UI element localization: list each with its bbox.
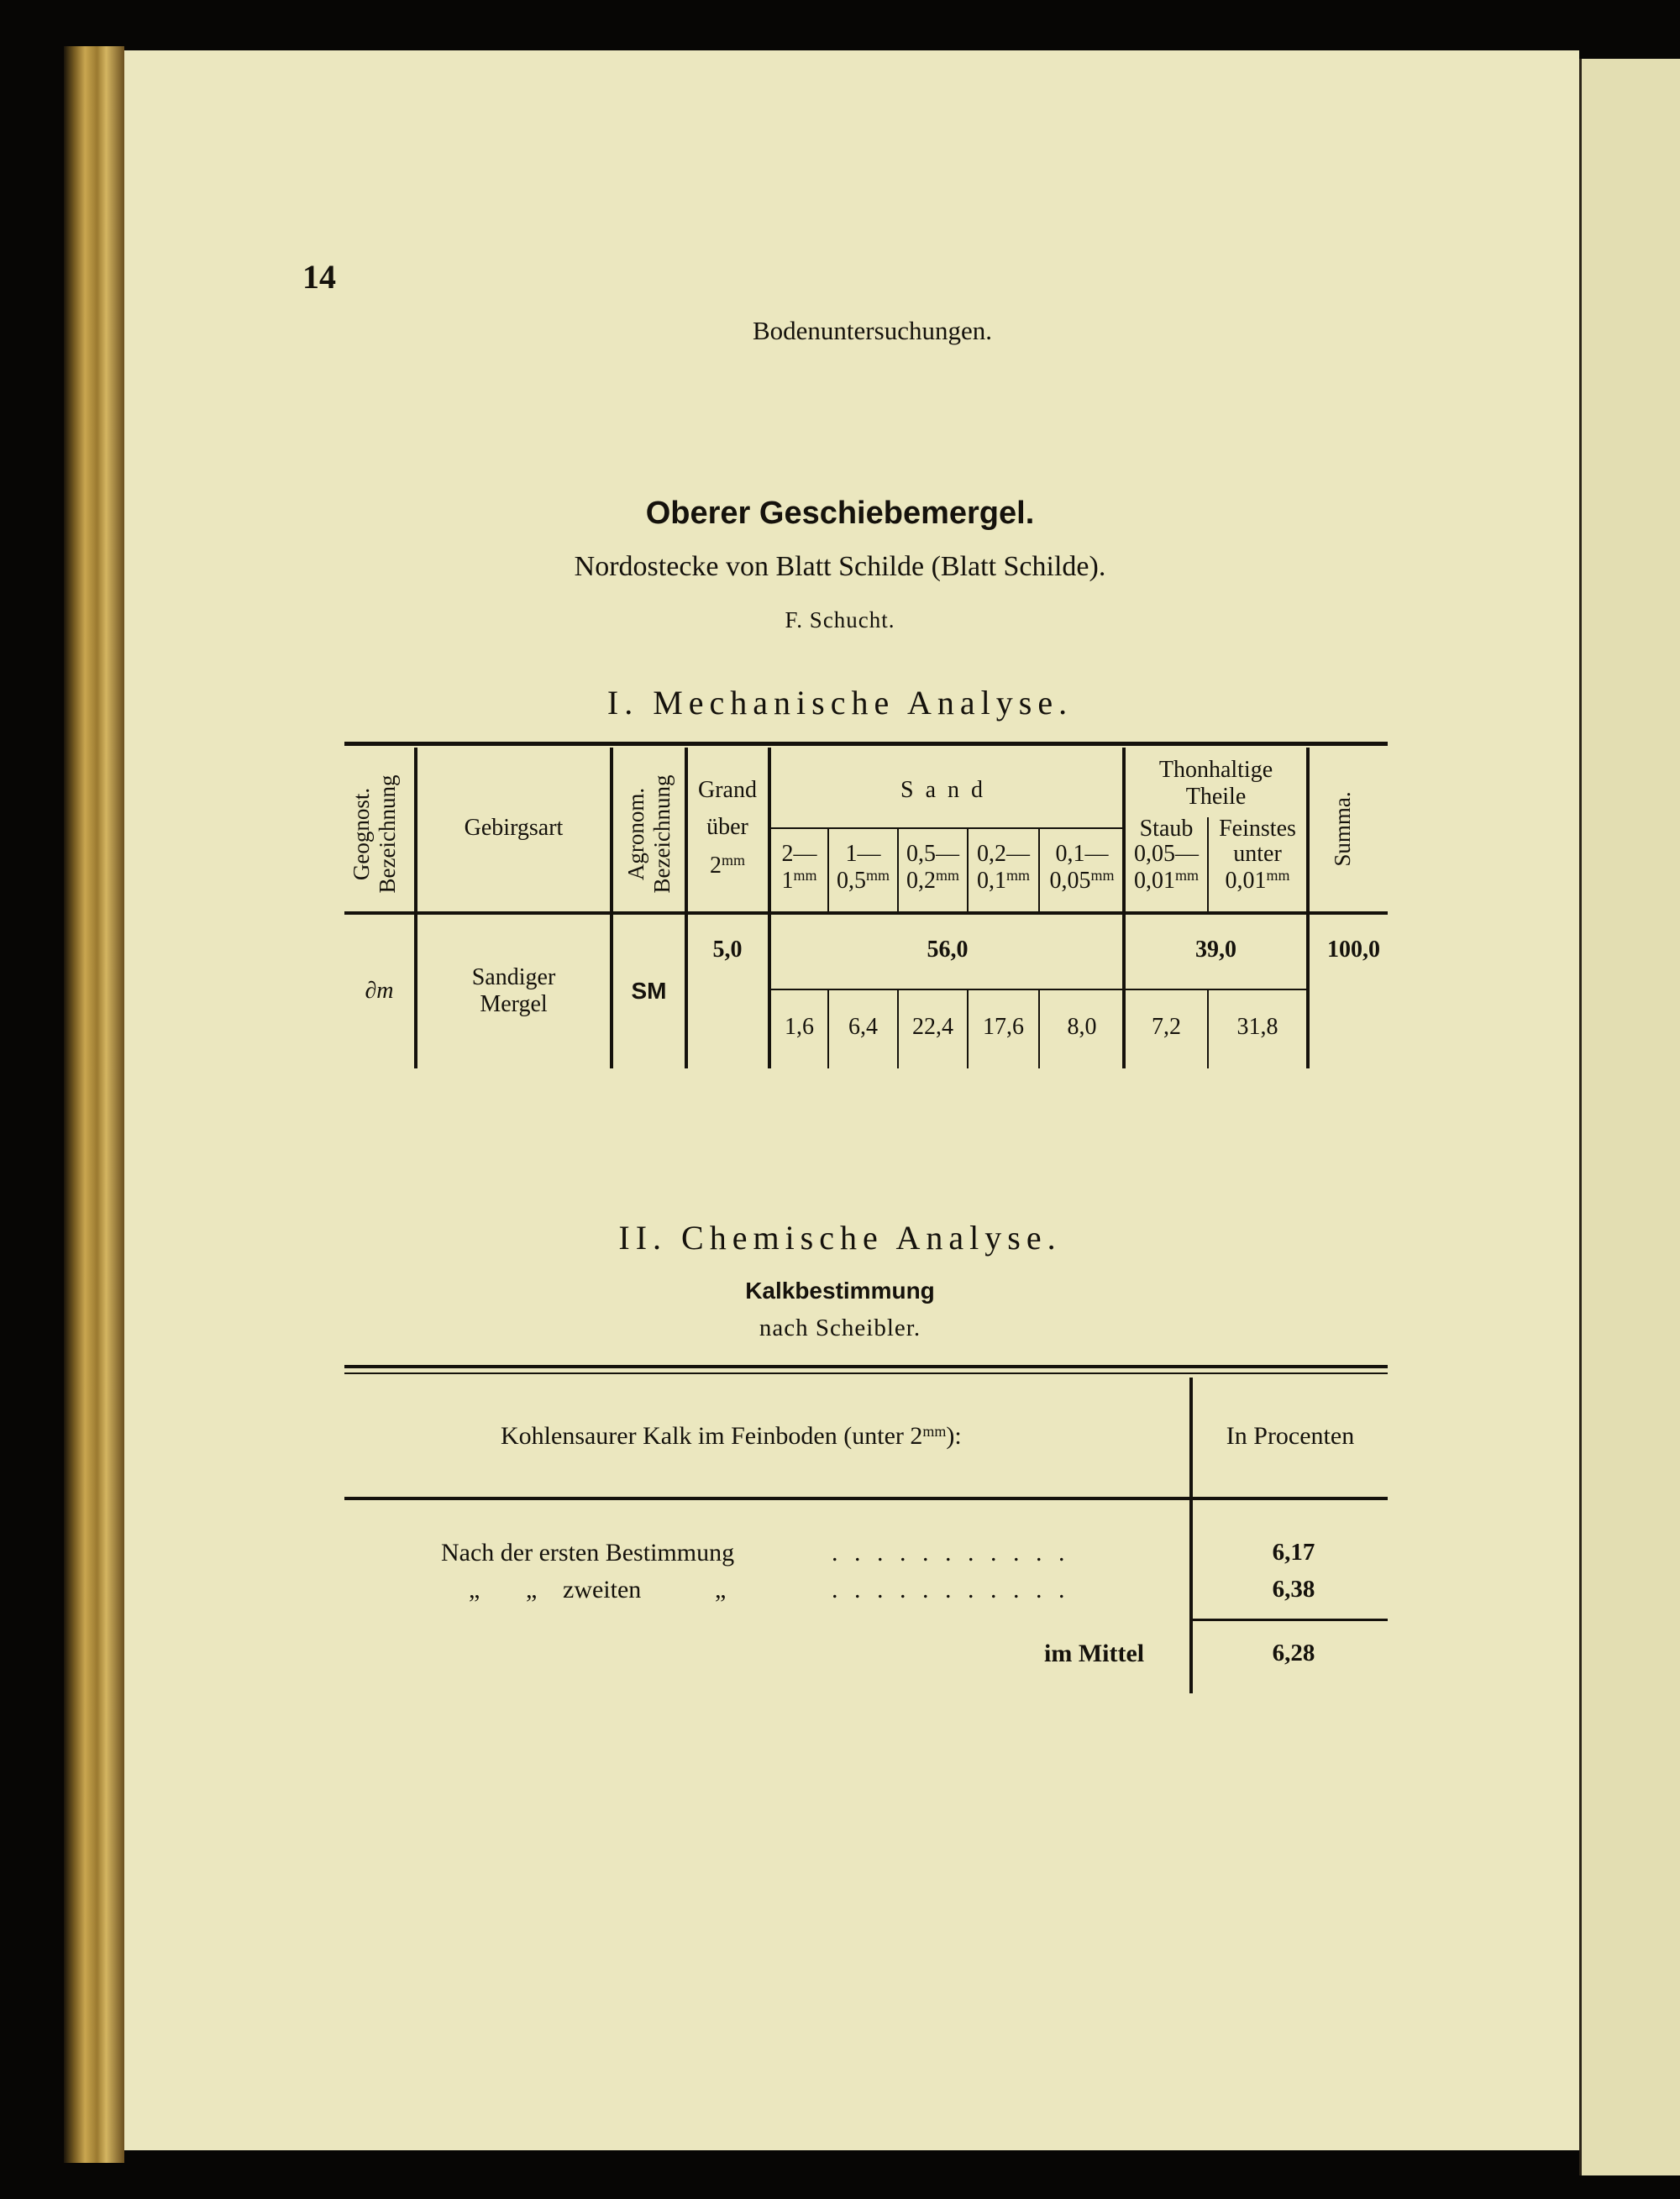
row1-label: Nach der ersten Bestimmung [441, 1539, 735, 1567]
header-grand-size: $2^{mm}$ [709, 852, 745, 879]
staub-range-bottom: $0,01^{mm}$ [1133, 867, 1199, 894]
sand-fraction-2-top: 1— [845, 841, 881, 867]
header-gebirgsart: Gebirgsart [464, 815, 564, 841]
col-divider [414, 748, 417, 1068]
running-title: Bodenuntersuchungen. [753, 316, 992, 345]
feinstes-size: $0,01^{mm}$ [1225, 867, 1290, 894]
header-agronom: Agronom. Bezeichnung [623, 774, 675, 894]
cell-gebirgsart-2: Mergel [480, 991, 548, 1017]
sand-fraction-5-bottom: $0,05^{mm}$ [1049, 867, 1115, 894]
row2-ditto-3: „ [715, 1576, 727, 1603]
header-thonhaltige: Thonhaltige [1158, 757, 1273, 783]
header-summa: Summa. [1330, 791, 1355, 867]
chemical-analysis-heading: II. Chemische Analyse. [618, 1219, 1062, 1257]
author: F. Schucht. [785, 607, 895, 632]
sand-fraction-5-top: 0,1— [1055, 841, 1109, 867]
page-number: 14 [302, 258, 336, 296]
row1-value: 6,17 [1272, 1539, 1315, 1566]
cell-grand: 5,0 [712, 937, 743, 963]
cell-geognost: ∂m [365, 978, 394, 1004]
row2-value: 6,38 [1272, 1576, 1315, 1603]
book-page-edges [64, 46, 124, 2163]
row2-dots: . . . . . . . . . . . [832, 1576, 1070, 1603]
cell-feinstes: 31,8 [1236, 1014, 1278, 1040]
kalk-method: nach Scheibler. [759, 1315, 921, 1341]
mittel-label: im Mittel [1044, 1640, 1145, 1667]
cell-agronom: SM [631, 978, 667, 1004]
sand-fraction-3-bottom: $0,2^{mm}$ [906, 867, 959, 894]
row1-dots: . . . . . . . . . . . [832, 1539, 1070, 1567]
chem-top-rule-thin [344, 1372, 1388, 1374]
cell-sand-1: 1,6 [785, 1014, 814, 1040]
header-sand: Sand [900, 777, 995, 803]
cell-sand-3: 22,4 [912, 1014, 953, 1040]
chem-col-divider [1189, 1500, 1193, 1693]
chem-top-rule [344, 1365, 1388, 1368]
table-header-rule [344, 911, 1388, 915]
cell-staub: 7,2 [1152, 1014, 1181, 1040]
cell-sand-total: 56,0 [927, 937, 969, 963]
row2-ditto-1: „ [469, 1576, 480, 1603]
sand-fraction-4-top: 0,2— [977, 841, 1030, 867]
cell-sand-5: 8,0 [1067, 1014, 1097, 1040]
feinstes-unter: unter [1233, 841, 1282, 867]
cell-thon-total: 39,0 [1195, 937, 1236, 963]
table-top-rule [344, 742, 1388, 746]
sand-fraction-1-bottom: $1^{mm}$ [781, 867, 817, 894]
sand-fraction-3-top: 0,5— [906, 841, 959, 867]
header-grand-ueber: über [706, 814, 748, 840]
cell-summa: 100,0 [1327, 937, 1380, 963]
header-geognost: Geognost. Bezeichnung [349, 774, 401, 894]
cell-sand-4: 17,6 [983, 1014, 1024, 1040]
section-title: Oberer Geschiebemergel. [645, 496, 1035, 531]
kalk-heading: Kalkbestimmung [745, 1278, 935, 1304]
sand-fraction-1-top: 2— [781, 841, 817, 867]
staub-range-top: 0,05— [1134, 841, 1199, 867]
sand-fraction-2-bottom: $0,5^{mm}$ [836, 867, 890, 894]
chem-mittel-rule [1193, 1619, 1388, 1621]
chem-header-unit: In Procenten [1226, 1422, 1355, 1450]
header-theile: Theile [1185, 784, 1247, 810]
header-staub: Staub [1139, 816, 1194, 842]
chem-header-rule [344, 1497, 1388, 1500]
sample-location: Nordostecke von Blatt Schilde (Blatt Schilde). [574, 551, 1106, 582]
facing-page-edge [1579, 59, 1680, 2175]
sand-subheader-rule [771, 827, 1124, 829]
col-divider [1306, 748, 1310, 1068]
col-divider [610, 748, 613, 1068]
chem-header-label: Kohlensaurer Kalk im Feinboden (unter $2^{mm}$): [501, 1422, 962, 1450]
row2-label: zweiten [563, 1576, 642, 1603]
cell-gebirgsart-1: Sandiger [471, 964, 556, 990]
sand-fraction-4-bottom: $0,1^{mm}$ [976, 867, 1030, 894]
book-page [124, 50, 1579, 2150]
mittel-value: 6,28 [1272, 1640, 1315, 1666]
cell-sand-2: 6,4 [848, 1014, 878, 1040]
header-grand: Grand [698, 777, 757, 803]
header-feinstes: Feinstes [1219, 816, 1296, 842]
row2-ditto-2: „ [526, 1576, 538, 1603]
mechanical-analysis-heading: I. Mechanische Analyse. [606, 684, 1074, 722]
